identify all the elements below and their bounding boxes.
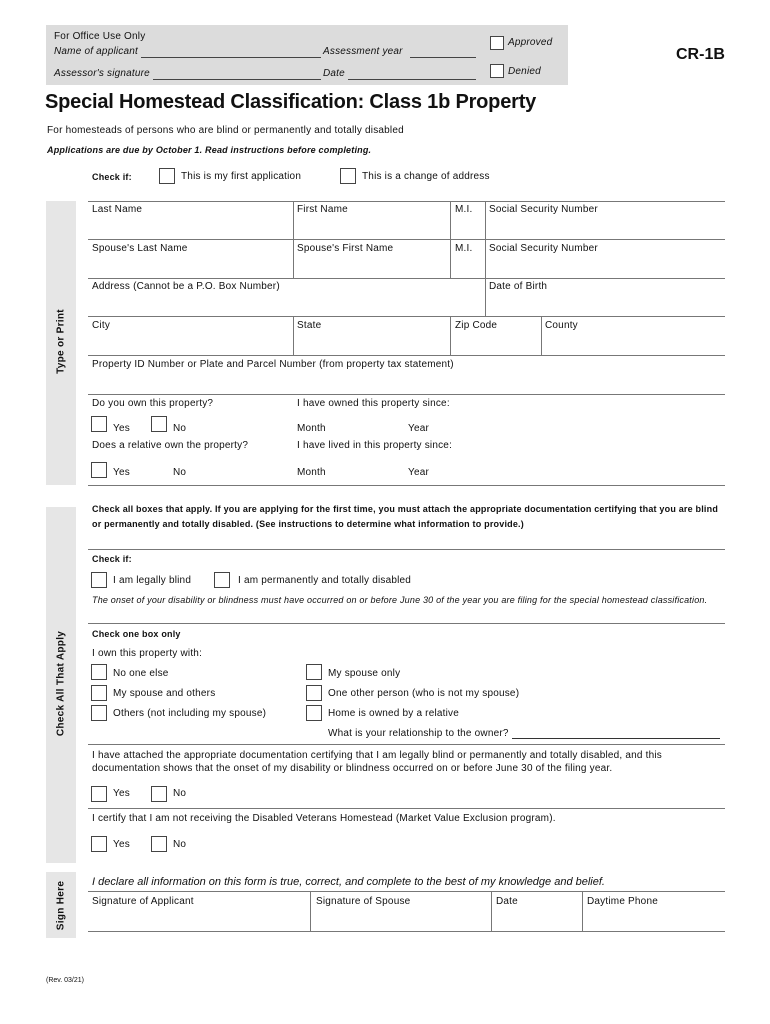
certify-yes-label: Yes (113, 839, 130, 850)
certify-no-checkbox[interactable] (151, 836, 167, 852)
spouse-only-label: My spouse only (328, 668, 401, 679)
divider (310, 891, 311, 931)
divider (88, 808, 725, 809)
attached-doc-statement: I have attached the appropriate documentation certifying that I am legally blind or permanently and totally disabled, and this documentation shows that the onset of my disability or blindness occurred on or before June 30 of the filing year. (92, 750, 662, 774)
divider (450, 316, 451, 355)
one-other-person-checkbox[interactable] (306, 685, 322, 701)
sign-date-field[interactable]: Date (496, 896, 518, 907)
no-one-else-label: No one else (113, 668, 169, 679)
signature-spouse-field[interactable]: Signature of Spouse (316, 896, 411, 907)
office-assessor-signature-line[interactable] (153, 79, 321, 80)
office-assessment-year-label: Assessment year (323, 46, 403, 57)
office-applicant-name-line[interactable] (141, 57, 321, 58)
daytime-phone-field[interactable]: Daytime Phone (587, 896, 658, 907)
certify-yes-checkbox[interactable] (91, 836, 107, 852)
check-one-label: Check one box only (92, 629, 181, 639)
others-not-spouse-label: Others (not including my spouse) (113, 708, 267, 719)
county-field[interactable]: County (545, 320, 578, 331)
address-field[interactable]: Address (Cannot be a P.O. Box Number) (92, 281, 280, 292)
divider (450, 239, 451, 278)
no-one-else-checkbox[interactable] (91, 664, 107, 680)
denied-checkbox[interactable] (490, 64, 504, 78)
divider (485, 239, 486, 278)
divider (88, 485, 725, 486)
own-yes-label: Yes (113, 423, 130, 434)
first-application-checkbox[interactable] (159, 168, 175, 184)
divider (485, 278, 486, 316)
perm-disabled-checkbox[interactable] (214, 572, 230, 588)
form-code: CR-1B (676, 46, 725, 63)
spouse-first-name-field[interactable]: Spouse's First Name (297, 243, 394, 254)
relative-no-label: No (173, 467, 187, 478)
spouse-only-checkbox[interactable] (306, 664, 322, 680)
city-field[interactable]: City (92, 320, 111, 331)
divider (88, 355, 725, 356)
owned-year-field[interactable]: Year (408, 423, 430, 434)
own-property-question: Do you own this property? (92, 398, 214, 409)
subtitle: For homesteads of persons who are blind or permanently and totally disabled (47, 125, 404, 136)
first-name-field[interactable]: First Name (297, 204, 348, 215)
divider (88, 239, 725, 240)
office-date-label: Date (323, 68, 345, 79)
home-relative-label: Home is owned by a relative (328, 708, 460, 719)
divider (88, 316, 725, 317)
relative-yes-checkbox[interactable] (91, 462, 107, 478)
divider (491, 891, 492, 931)
own-no-label: No (173, 423, 187, 434)
relationship-line[interactable] (512, 738, 720, 739)
zip-code-field[interactable]: Zip Code (455, 320, 498, 331)
perm-disabled-label: I am permanently and totally disabled (238, 575, 412, 586)
relationship-label: What is your relationship to the owner? (328, 728, 509, 739)
last-name-field[interactable]: Last Name (92, 204, 143, 215)
revision-note: (Rev. 03/21) (46, 977, 84, 984)
declaration: I declare all information on this form is true, correct, and complete to the best of my knowledge and belief. (92, 876, 605, 888)
one-other-person-label: One other person (who is not my spouse) (328, 688, 520, 699)
property-id-field[interactable]: Property ID Number or Plate and Parcel Number (from property tax statement) (92, 359, 454, 370)
divider (88, 744, 725, 745)
divider (541, 316, 542, 355)
change-address-label: This is a change of address (362, 171, 490, 182)
signature-applicant-field[interactable]: Signature of Applicant (92, 896, 194, 907)
approved-checkbox[interactable] (490, 36, 504, 50)
due-note: Applications are due by October 1. Read instructions before completing. (47, 145, 372, 155)
first-application-label: This is my first application (181, 171, 302, 182)
office-heading: For Office Use Only (54, 31, 146, 42)
divider (88, 278, 725, 279)
check-all-label: Check All That Apply (55, 630, 67, 737)
denied-label: Denied (508, 66, 541, 77)
sign-here-label: Sign Here (55, 880, 67, 931)
others-not-spouse-checkbox[interactable] (91, 705, 107, 721)
own-no-checkbox[interactable] (151, 416, 167, 432)
lived-month-field[interactable]: Month (297, 467, 326, 478)
divider (293, 201, 294, 239)
certify-not-statement: I certify that I am not receiving the Disabled Veterans Homestead (Market Value Exclusion program). (92, 813, 556, 824)
lived-year-field[interactable]: Year (408, 467, 430, 478)
office-applicant-name-label: Name of applicant (54, 46, 139, 57)
approved-label: Approved (508, 37, 553, 48)
divider (88, 201, 725, 202)
state-field[interactable]: State (297, 320, 322, 331)
divider (88, 623, 725, 624)
divider (88, 891, 725, 892)
divider (582, 891, 583, 931)
attached-no-label: No (173, 788, 187, 799)
lived-since-label: I have lived in this property since: (297, 440, 453, 451)
page-title: Special Homestead Classification: Class 1b Property (45, 91, 537, 113)
own-yes-checkbox[interactable] (91, 416, 107, 432)
divider (293, 316, 294, 355)
spouse-and-others-checkbox[interactable] (91, 685, 107, 701)
home-relative-checkbox[interactable] (306, 705, 322, 721)
type-or-print-label: Type or Print (55, 309, 67, 374)
section2-instructions: Check all boxes that apply. If you are applying for the first time, you must attach the appropriate documentation certifying that you are blind or permanently and totally disabled. (See instructions to determine what information to provide.) (92, 504, 719, 529)
own-with-label: I own this property with: (92, 648, 203, 659)
divider (88, 549, 725, 550)
office-date-line[interactable] (348, 79, 476, 80)
spouse-and-others-label: My spouse and others (113, 688, 216, 699)
mi-field[interactable]: M.I. (455, 204, 473, 215)
ssn-field[interactable]: Social Security Number (489, 204, 598, 215)
onset-note: The onset of your disability or blindness must have occurred on or before June 30 of the year you are filing for the special homestead classification. (92, 595, 708, 605)
divider (485, 201, 486, 239)
divider (88, 931, 725, 932)
check-if-label: Check if: (92, 172, 132, 182)
divider (293, 239, 294, 278)
check-if-label-2: Check if: (92, 554, 132, 564)
divider (88, 394, 725, 395)
office-assessor-signature-label: Assessor's signature (54, 68, 150, 79)
divider (450, 201, 451, 239)
attached-no-checkbox[interactable] (151, 786, 167, 802)
certify-no-label: No (173, 839, 187, 850)
office-assessment-year-line[interactable] (410, 57, 476, 58)
date-of-birth-field[interactable]: Date of Birth (489, 281, 548, 292)
owned-since-label: I have owned this property since: (297, 398, 450, 409)
change-address-checkbox[interactable] (340, 168, 356, 184)
attached-yes-label: Yes (113, 788, 130, 799)
spouse-last-name-field[interactable]: Spouse's Last Name (92, 243, 188, 254)
relative-yes-label: Yes (113, 467, 130, 478)
legally-blind-label: I am legally blind (113, 575, 192, 586)
owned-month-field[interactable]: Month (297, 423, 326, 434)
spouse-ssn-field[interactable]: Social Security Number (489, 243, 598, 254)
legally-blind-checkbox[interactable] (91, 572, 107, 588)
spouse-mi-field[interactable]: M.I. (455, 243, 473, 254)
attached-yes-checkbox[interactable] (91, 786, 107, 802)
relative-own-question: Does a relative own the property? (92, 440, 249, 451)
